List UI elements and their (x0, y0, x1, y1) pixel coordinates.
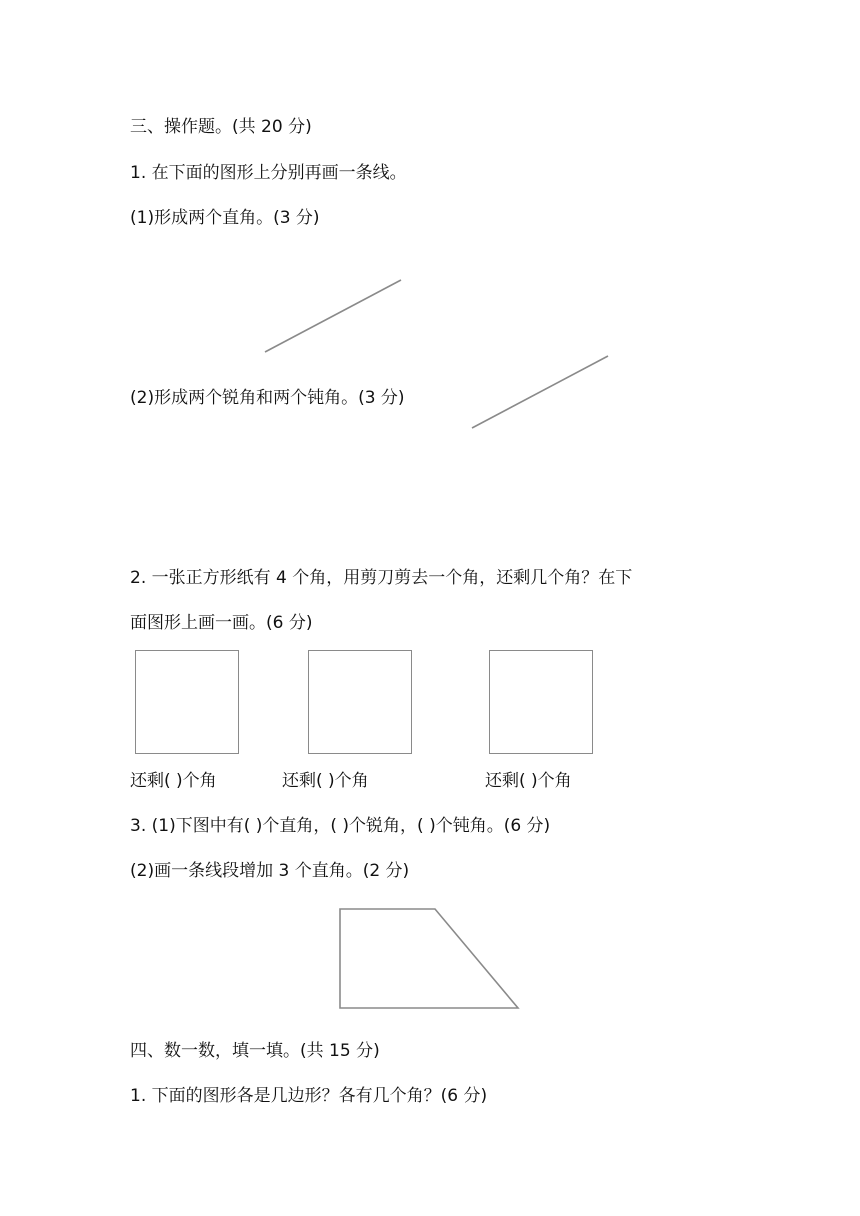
question-2-line-1: 2. 一张正方形纸有 4 个角，用剪刀剪去一个角，还剩几个角？在下 (130, 568, 633, 588)
section-3-title: 三、操作题。(共 20 分) (130, 117, 312, 137)
square-3 (489, 650, 593, 754)
line-segment-1 (265, 280, 401, 352)
trapezoid-shape (340, 909, 518, 1008)
line-segment-2 (472, 356, 608, 428)
square-1 (135, 650, 239, 754)
question-1-text: 1. 在下面的图形上分别再画一条线。 (130, 163, 407, 183)
question-3-part-2: (2)画一条线段增加 3 个直角。(2 分) (130, 861, 410, 881)
question-3-part-1: 3. (1)下图中有( )个直角，( )个锐角，( )个钝角。(6 分) (130, 816, 551, 836)
question-1-part-1: (1)形成两个直角。(3 分) (130, 208, 320, 228)
answer-blank-3: 还剩( )个角 (485, 771, 572, 791)
square-2 (308, 650, 412, 754)
answer-blank-1: 还剩( )个角 (130, 771, 217, 791)
question-2-line-2: 面图形上画一画。(6 分) (130, 613, 313, 633)
section-4-title: 四、数一数，填一填。(共 15 分) (130, 1041, 380, 1061)
answer-blank-2: 还剩( )个角 (282, 771, 369, 791)
question-1-part-2: (2)形成两个锐角和两个钝角。(3 分) (130, 388, 405, 408)
section-4-question-1: 1. 下面的图形各是几边形？各有几个角？(6 分) (130, 1086, 488, 1106)
